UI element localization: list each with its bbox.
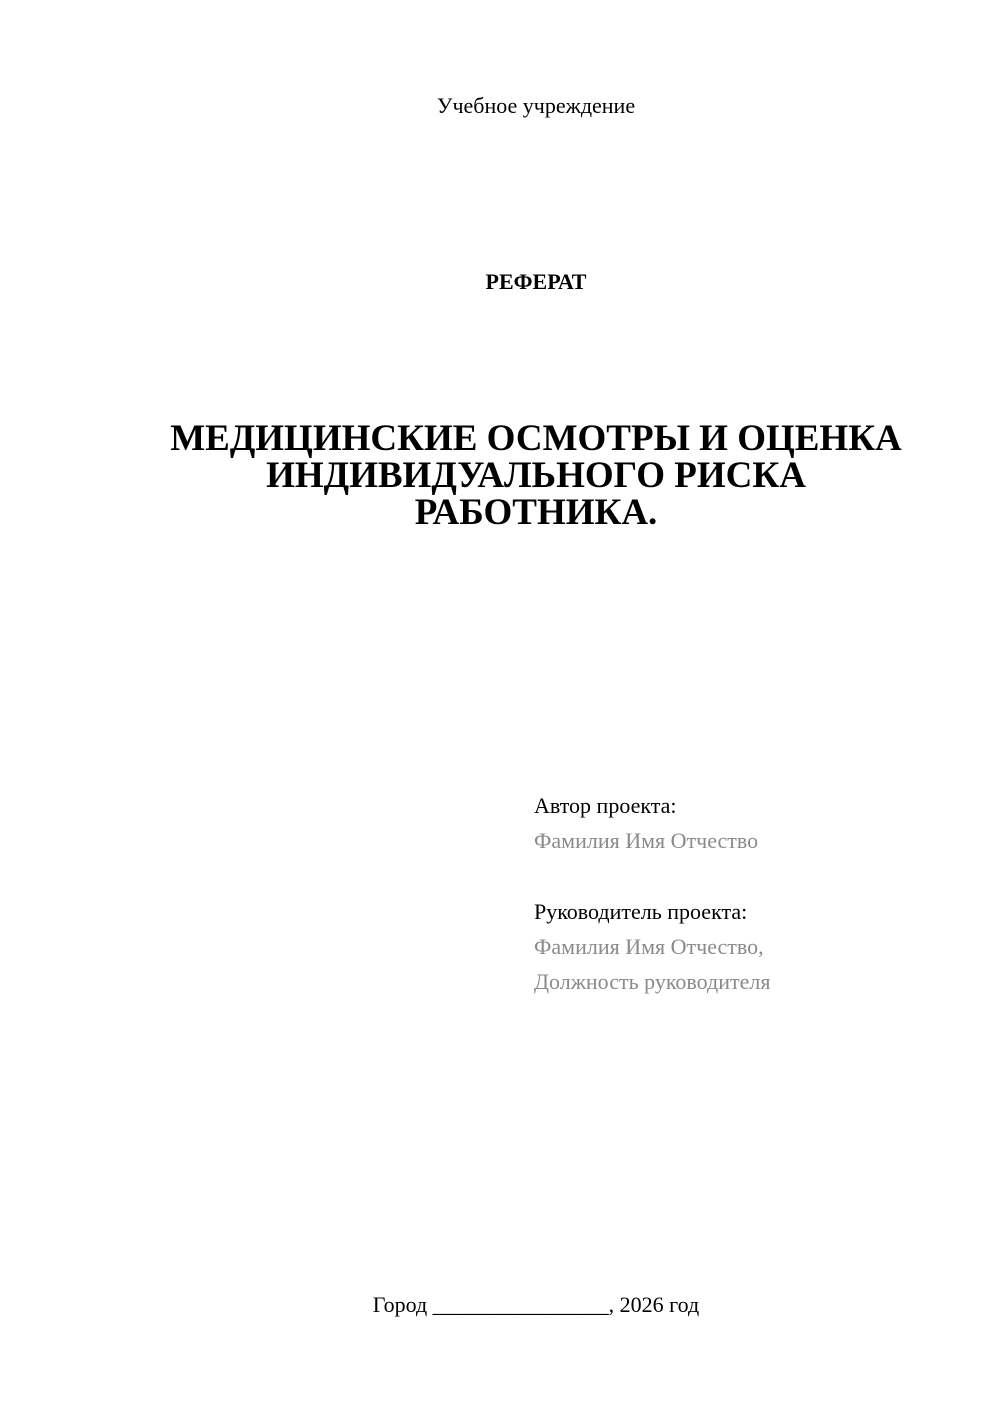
title-line-3: РАБОТНИКА. bbox=[414, 492, 658, 533]
author-name: Фамилия Имя Отчество bbox=[534, 828, 759, 853]
document-title bbox=[130, 420, 942, 531]
city-year-line: Город ________________, 2026 год bbox=[372, 1292, 700, 1317]
author-label: Автор проекта: bbox=[534, 793, 677, 818]
document-type: РЕФЕРАТ bbox=[485, 269, 587, 294]
credits-spacer bbox=[534, 858, 974, 894]
title-line-2: ИНДИВИДУАЛЬНОГО РИСКА bbox=[266, 455, 806, 496]
supervisor-label: Руководитель проекта: bbox=[534, 899, 748, 924]
credits-block bbox=[534, 788, 974, 999]
title-line-1: МЕДИЦИНСКИЕ ОСМОТРЫ И ОЦЕНКА bbox=[170, 418, 902, 459]
supervisor-position: Должность руководителя bbox=[534, 969, 771, 994]
supervisor-name: Фамилия Имя Отчество, bbox=[534, 934, 764, 959]
institution-name: Учебное учреждение bbox=[436, 93, 636, 118]
